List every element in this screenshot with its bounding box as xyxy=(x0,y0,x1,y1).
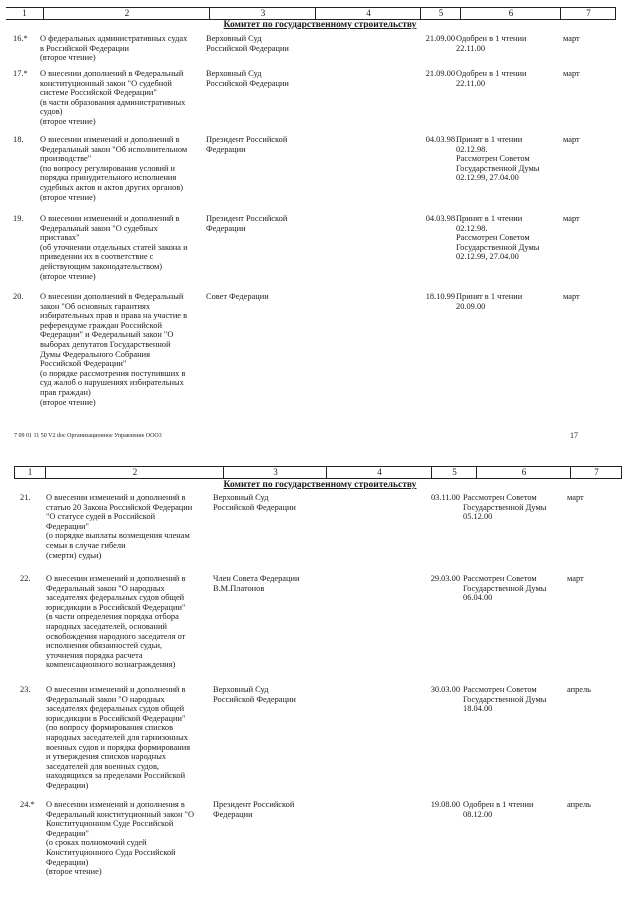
submission-date: 21.09.00 xyxy=(425,34,455,43)
column-number: 2 xyxy=(43,8,210,19)
initiator-line: Российской Федерации xyxy=(213,502,296,512)
bill-title-line: судов) xyxy=(40,107,63,117)
status-line: Одобрен в 1 чтении xyxy=(463,800,534,809)
row-number: 19. xyxy=(13,214,24,223)
footer-file-info: 7 09 01 11 50 V2 doc Организационное Управление ООО3 xyxy=(14,433,162,439)
bill-title-line: О федеральных административных судах xyxy=(40,34,188,43)
bill-title-line: (об уточнении отдельных статей закона и xyxy=(40,242,188,252)
row-number: 21. xyxy=(20,493,31,502)
bill-status xyxy=(463,685,565,714)
status-line: 06.04.00 xyxy=(463,593,493,603)
bill-title-line: О внесении дополнений в Федеральный xyxy=(40,69,184,78)
bill-status xyxy=(463,574,565,603)
status-line: 20.09.00 xyxy=(456,301,486,311)
bill-title-line: системе Российской Федерации" xyxy=(40,88,157,98)
bill-title-line: суд жалоб о нарушениях избирательных xyxy=(40,378,184,388)
column-number: 2 xyxy=(45,467,224,478)
status-line: 22.11.00 xyxy=(456,78,486,88)
bill-title-line: О внесении дополнений в Федеральный xyxy=(40,292,184,301)
bill-title-line: О внесении изменений и дополнения в xyxy=(46,800,185,809)
bill-title-line: (второе чтение) xyxy=(40,53,96,63)
status-line: 02.12.98. xyxy=(456,144,488,154)
initiator-line: Президент Российской xyxy=(206,135,288,144)
bill-status xyxy=(456,292,558,311)
bill-initiator xyxy=(206,214,336,233)
initiator-line: Российской Федерации xyxy=(213,694,296,704)
initiator-line: Российской Федерации xyxy=(206,78,289,88)
status-line: 05.12.00 xyxy=(463,512,493,522)
status-line: Принят в 1 чтении xyxy=(456,292,523,301)
bill-title-line: уточнения порядка расчета xyxy=(46,650,143,660)
bill-title-line: Федеральный закон "О судебных xyxy=(40,223,158,233)
bill-title-line: судебных актов и актов других органов) xyxy=(40,182,184,192)
bill-title-line: Конституционном Суде Российской xyxy=(46,819,174,829)
row-number: 17.* xyxy=(13,69,28,78)
column-number: 7 xyxy=(570,467,622,478)
bill-title-line: прав граждан) xyxy=(40,387,91,397)
bill-title xyxy=(40,69,200,127)
bill-title-line: приставах" xyxy=(40,233,80,243)
bill-title xyxy=(40,292,200,407)
column-number: 6 xyxy=(476,467,571,478)
bill-title-line: (о сроках полномочий судей xyxy=(46,838,147,848)
committee-heading: Комитет по государственному строительству xyxy=(223,480,417,490)
bill-title-line: референдуме граждан Российской xyxy=(40,320,162,330)
planned-month: апрель xyxy=(567,800,591,809)
row-number: 20. xyxy=(13,292,24,301)
status-line: Государственной Думы xyxy=(463,502,547,512)
planned-month: март xyxy=(563,135,580,144)
bill-initiator xyxy=(213,574,343,593)
column-number: 5 xyxy=(420,8,461,19)
planned-month: март xyxy=(563,214,580,223)
bill-initiator xyxy=(206,135,336,154)
initiator-line: Совет Федерации xyxy=(206,292,269,301)
bill-title-line: "О статусе судей в Российской xyxy=(46,512,156,522)
status-line: Одобрен в 1 чтении xyxy=(456,69,527,78)
bill-title-line: Федеральный закон "О народных xyxy=(46,694,165,704)
document-page-1 xyxy=(0,0,640,440)
bill-title-line: Федерации) xyxy=(46,857,89,867)
bill-title xyxy=(40,214,200,281)
bill-title-line: (о порядке рассмотрения поступивших в xyxy=(40,368,186,378)
initiator-line: Член Совета Федерации xyxy=(213,574,300,583)
bill-title-line: конституционный закон "О судебной xyxy=(40,78,172,88)
bill-status xyxy=(456,34,558,53)
initiator-line: Верховный Суд xyxy=(206,34,262,43)
initiator-line: Федерации xyxy=(206,223,246,233)
bill-initiator xyxy=(213,800,343,819)
bill-title-line: Федерации" и Федеральный закон "О xyxy=(40,330,174,340)
bill-title-line: заседателях федеральных судов общей xyxy=(46,593,185,603)
column-number: 3 xyxy=(209,8,316,19)
planned-month: март xyxy=(563,292,580,301)
column-number: 5 xyxy=(431,467,477,478)
row-number: 22. xyxy=(20,574,31,583)
bill-title-line: действующим законодательством) xyxy=(40,261,163,271)
submission-date: 03.11.00 xyxy=(430,493,460,502)
bill-title-line: Думы Федерального Собрания xyxy=(40,349,150,359)
bill-title-line: (второе чтение) xyxy=(40,397,96,407)
page-number: 17 xyxy=(570,431,578,440)
initiator-line: В.М.Платонов xyxy=(213,583,265,593)
bill-title-line: Федерации" xyxy=(46,828,89,838)
column-number: 1 xyxy=(22,8,27,18)
status-line: Принят в 1 чтении xyxy=(456,214,523,223)
bill-status xyxy=(456,69,558,88)
submission-date: 21.09.00 xyxy=(425,69,455,78)
bill-title-line: приведении их в соответствие с xyxy=(40,252,154,262)
bill-title-line: О внесении изменений и дополнений в xyxy=(46,493,186,502)
row-number: 24.* xyxy=(20,800,35,809)
status-line: Рассмотрен Советом xyxy=(463,685,537,694)
status-line: Государственной Думы xyxy=(456,163,540,173)
bill-title-line: исполнения обязанностей судьи, xyxy=(46,641,163,651)
bill-title xyxy=(46,800,206,877)
bill-title xyxy=(46,574,206,670)
bill-title-line: Конституционного Суда Российской xyxy=(46,847,176,857)
bill-title-line: (второе чтение) xyxy=(40,271,96,281)
bill-title-line: (о порядке выплаты возмещения членам xyxy=(46,531,190,541)
bill-title-line: О внесении изменений и дополнений в xyxy=(40,214,180,223)
bill-title-line: О внесении изменений и дополнений в xyxy=(40,135,180,144)
row-number: 18. xyxy=(13,135,24,144)
bill-title-line: юрисдикции в Российской Федерации" xyxy=(46,602,186,612)
submission-date: 19.08.00 xyxy=(430,800,460,809)
bill-initiator xyxy=(213,685,343,704)
bill-status xyxy=(456,214,558,262)
status-line: Рассмотрен Советом xyxy=(456,233,530,243)
submission-date: 30.03.00 xyxy=(430,685,460,694)
bill-title-line: Российской Федерации" xyxy=(40,359,127,369)
submission-date: 04.03.98 xyxy=(425,135,455,144)
status-line: 18.04.00 xyxy=(463,704,493,714)
status-line: 02.12.99, 27.04.00 xyxy=(456,173,519,183)
planned-month: апрель xyxy=(567,685,591,694)
bill-title-line: статью 20 Закона Российской Федерации xyxy=(46,502,193,512)
status-line: 02.12.98. xyxy=(456,223,488,233)
column-number-header xyxy=(14,466,622,479)
bill-title-line: (второе чтение) xyxy=(46,867,102,877)
bill-title-line: юрисдикции в Российской Федерации" xyxy=(46,713,186,723)
bill-title-line: Федеральный закон "Об исполнительном xyxy=(40,144,188,154)
initiator-line: Федерации xyxy=(213,809,253,819)
bill-status xyxy=(456,135,558,183)
bill-initiator xyxy=(206,69,336,88)
bill-title-line: компенсационного вознаграждения) xyxy=(46,660,176,670)
status-line: Государственной Думы xyxy=(463,694,547,704)
row-number: 23. xyxy=(20,685,31,694)
bill-status xyxy=(463,800,565,819)
bill-initiator xyxy=(213,493,343,512)
bill-title xyxy=(46,685,206,791)
initiator-line: Верховный Суд xyxy=(213,493,269,502)
bill-title-line: Федеральный закон "О народных xyxy=(46,583,165,593)
bill-title-line: производстве" xyxy=(40,154,92,164)
bill-title-line: семьи в случае гибели xyxy=(46,540,126,550)
bill-title-line: Федерации) xyxy=(46,780,89,790)
column-number: 7 xyxy=(560,8,616,19)
status-line: Государственной Думы xyxy=(456,242,540,252)
bill-title-line: (по вопросу формирования списков xyxy=(46,723,174,733)
bill-title-line: (в части образования административных xyxy=(40,97,186,107)
initiator-line: Федерации xyxy=(206,144,246,154)
status-line: 08.12.00 xyxy=(463,809,493,819)
document-page-2 xyxy=(0,466,640,900)
status-line: Государственной Думы xyxy=(463,583,547,593)
status-line: Одобрен в 1 чтении xyxy=(456,34,527,43)
bill-title-line: военных судов и порядка формирования xyxy=(46,742,191,752)
initiator-line: Президент Российской xyxy=(213,800,295,809)
bill-title-line: народных заседателей для гарнизонных xyxy=(46,732,188,742)
bill-title-line: находящихся за пределами Российской xyxy=(46,771,186,781)
bill-title-line: (в части определения порядка отбора xyxy=(46,612,179,622)
bill-title-line: освобождения народного заседателя от xyxy=(46,631,186,641)
submission-date: 29.03.00 xyxy=(430,574,460,583)
bill-initiator xyxy=(206,34,336,53)
initiator-line: Верховный Суд xyxy=(206,69,262,78)
bill-initiator xyxy=(206,292,336,302)
column-number: 4 xyxy=(326,467,432,478)
bill-title-line: О внесении изменений и дополнений в xyxy=(46,685,186,694)
bill-title-line: народных заседателей, оснований xyxy=(46,621,167,631)
bill-title-line: (второе чтение) xyxy=(40,192,96,202)
bill-title xyxy=(40,34,200,63)
planned-month: март xyxy=(563,69,580,78)
status-line: 22.11.00 xyxy=(456,43,486,53)
initiator-line: Российской Федерации xyxy=(206,43,289,53)
bill-title-line: заседателях федеральных судов общей xyxy=(46,704,185,714)
submission-date: 18.10.99 xyxy=(425,292,455,301)
bill-title-line: порядка принудительного исполнения xyxy=(40,173,177,183)
column-number: 1 xyxy=(27,467,33,477)
submission-date: 04.03.98 xyxy=(425,214,455,223)
planned-month: март xyxy=(567,493,584,502)
bill-title-line: закон "Об основных гарантиях xyxy=(40,301,151,311)
bill-title-line: (смерти) судьи) xyxy=(46,550,102,560)
status-line: Рассмотрен Советом xyxy=(463,493,537,502)
status-line: Рассмотрен Советом xyxy=(463,574,537,583)
bill-title-line: и утверждения списков народных xyxy=(46,752,167,762)
status-line: 02.12.99, 27.04.00 xyxy=(456,252,519,262)
bill-title-line: (по вопросу регулирования условий и xyxy=(40,163,176,173)
planned-month: март xyxy=(567,574,584,583)
bill-title-line: выборах депутатов Государственной xyxy=(40,339,171,349)
planned-month: март xyxy=(563,34,580,43)
bill-title-line: Федеральный конституционный закон "О xyxy=(46,809,194,819)
bill-title-line: (второе чтение) xyxy=(40,116,96,126)
initiator-line: Президент Российской xyxy=(206,214,288,223)
bill-title xyxy=(46,493,206,560)
initiator-line: Верховный Суд xyxy=(213,685,269,694)
column-number: 4 xyxy=(315,8,421,19)
bill-title-line: Федерации" xyxy=(46,521,89,531)
bill-title-line: заседателей для военных судов, xyxy=(46,761,159,771)
bill-title-line: избирательных прав и права на участие в xyxy=(40,311,188,321)
row-number: 16.* xyxy=(13,34,28,43)
bill-status xyxy=(463,493,565,522)
bill-title-line: О внесении изменений и дополнений в xyxy=(46,574,186,583)
committee-heading: Комитет по государственному строительству xyxy=(223,20,417,30)
bill-title xyxy=(40,135,200,202)
bill-title-line: в Российской Федерации xyxy=(40,43,129,53)
column-number: 3 xyxy=(223,467,327,478)
column-number: 6 xyxy=(460,8,561,19)
status-line: Рассмотрен Советом xyxy=(456,154,530,164)
status-line: Принят в 1 чтении xyxy=(456,135,523,144)
